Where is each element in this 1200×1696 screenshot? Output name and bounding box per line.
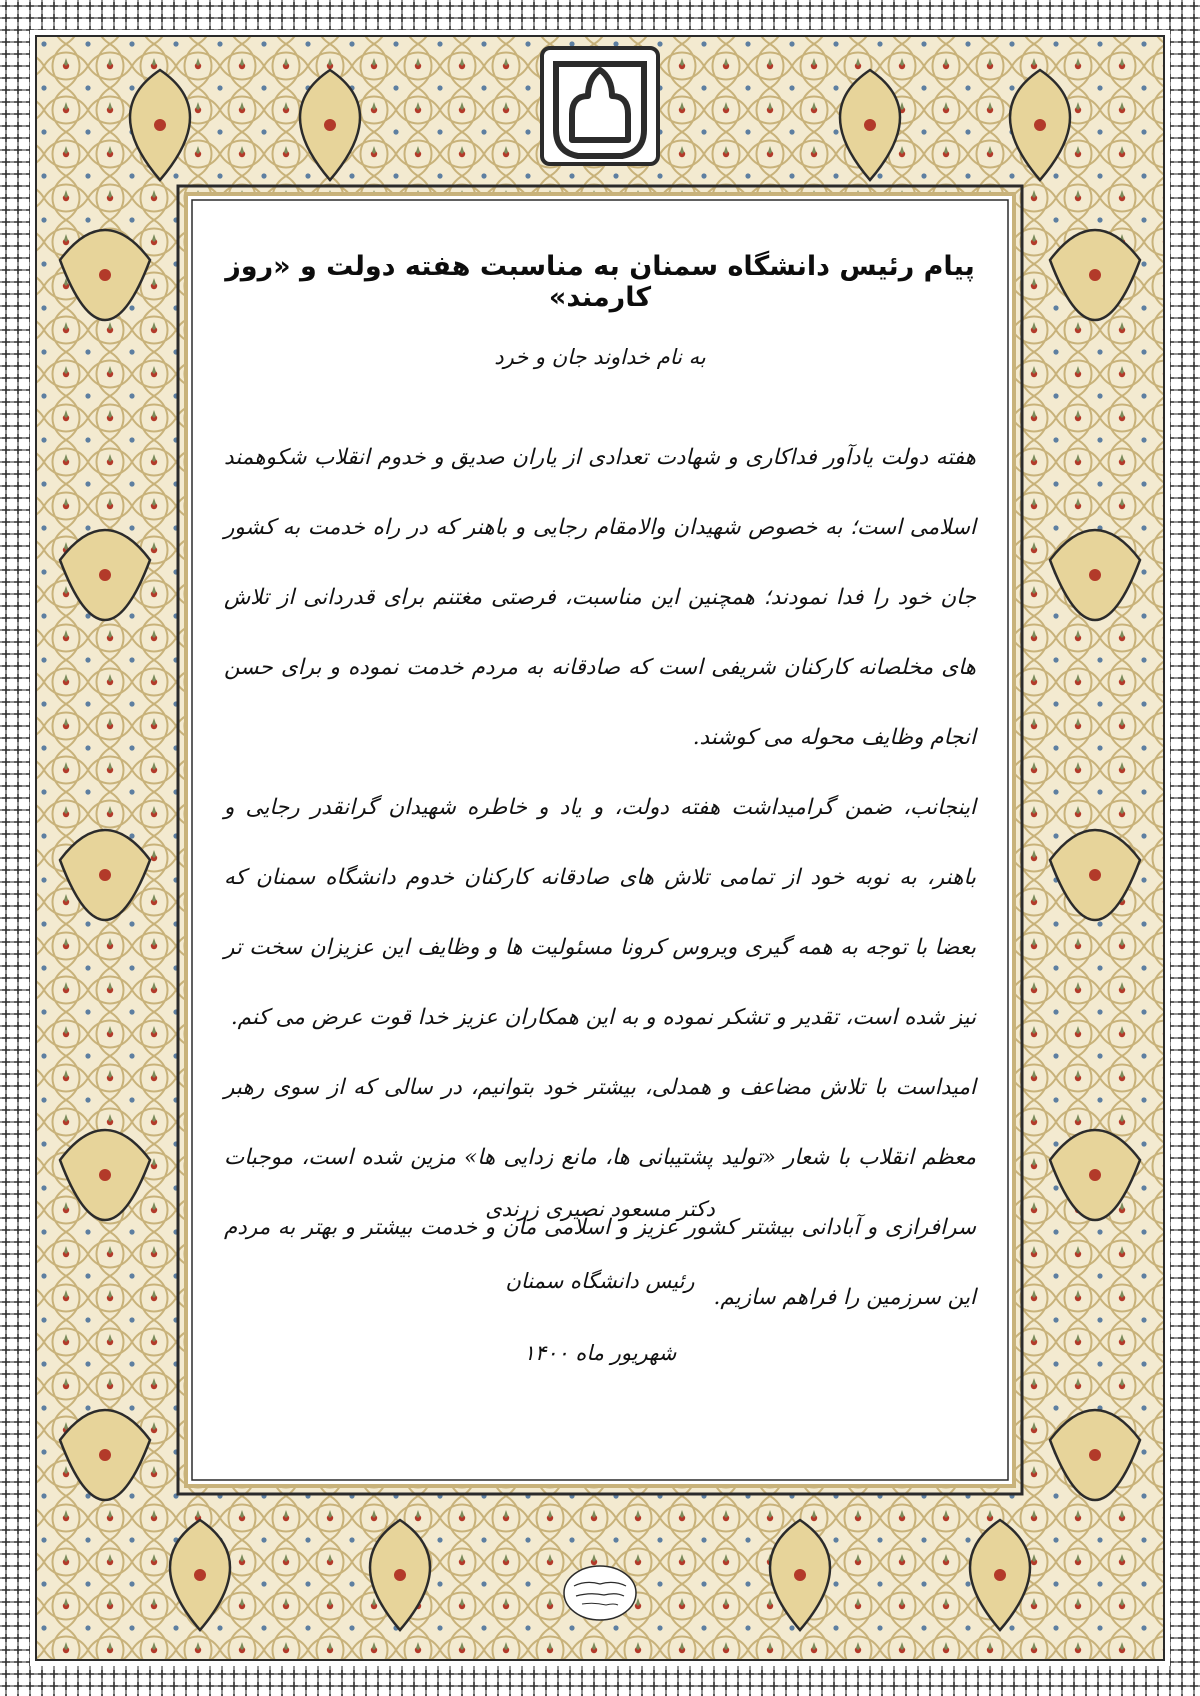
- signatory-position: رئیس دانشگاه سمنان: [505, 1269, 695, 1293]
- artist-signature-seal-icon: [560, 1562, 640, 1624]
- letter-date: شهریور ماه ۱۴۰۰: [523, 1341, 677, 1365]
- semnan-university-logo-icon: [538, 44, 662, 168]
- paragraph-2: اینجانب، ضمن گرامیداشت هفته دولت، و یاد و خاطره شهیدان گرانقدر رجایی و باهنر، به نوبه خود از تمامی تلاش های صادقانه کارکنان خدوم دانشگاه سمنان که بعضا با توجه به همه گیری ویروس کرونا مسئولیت ها و وظایف این عزیزان سخت تر نیز شده است، تقدیر و تشکر نموده و به این همکاران عزیز خدا قوت عرض می کنم.: [224, 795, 976, 1030]
- paragraph-3: امیداست با تلاش مضاعف و همدلی، بیشتر خود بتوانیم، در سالی که از سوی رهبر معظم انقلاب با شعار «تولید پشتیبانی ها، مانع زدایی ها» مزین شده است، موجبات سرافرازی و آبادانی بیشتر کشور عزیز و اسلامی مان و خدمت بیشتر و بهتر به مردم این سرزمین را فراهم سازیم.: [224, 1075, 976, 1310]
- letter-title: پیام رئیس دانشگاه سمنان به مناسبت هفته دولت و «روز کارمند»: [225, 251, 975, 313]
- paragraph-1: هفته دولت یادآور فداکاری و شهادت تعدادی از یاران صدیق و خدوم انقلاب شکوهمند اسلامی است؛ به خصوص شهیدان والامقام رجایی و باهنر که در راه خدمت به کشور جان خود را فدا نمودند؛ همچنین این مناسبت، فرصتی مغتنم برای قدردانی از تلاش های مخلصانه کارکنان شریفی است که صادقانه به مردم خدمت نموده و برای حسن انجام وظایف محوله می کوشند.: [224, 445, 976, 750]
- basmala-line: به نام خداوند جان و خرد: [494, 345, 706, 369]
- letter-content: [196, 205, 1004, 1477]
- signatory-name: دکتر مسعود نصیری زرندی: [485, 1197, 715, 1221]
